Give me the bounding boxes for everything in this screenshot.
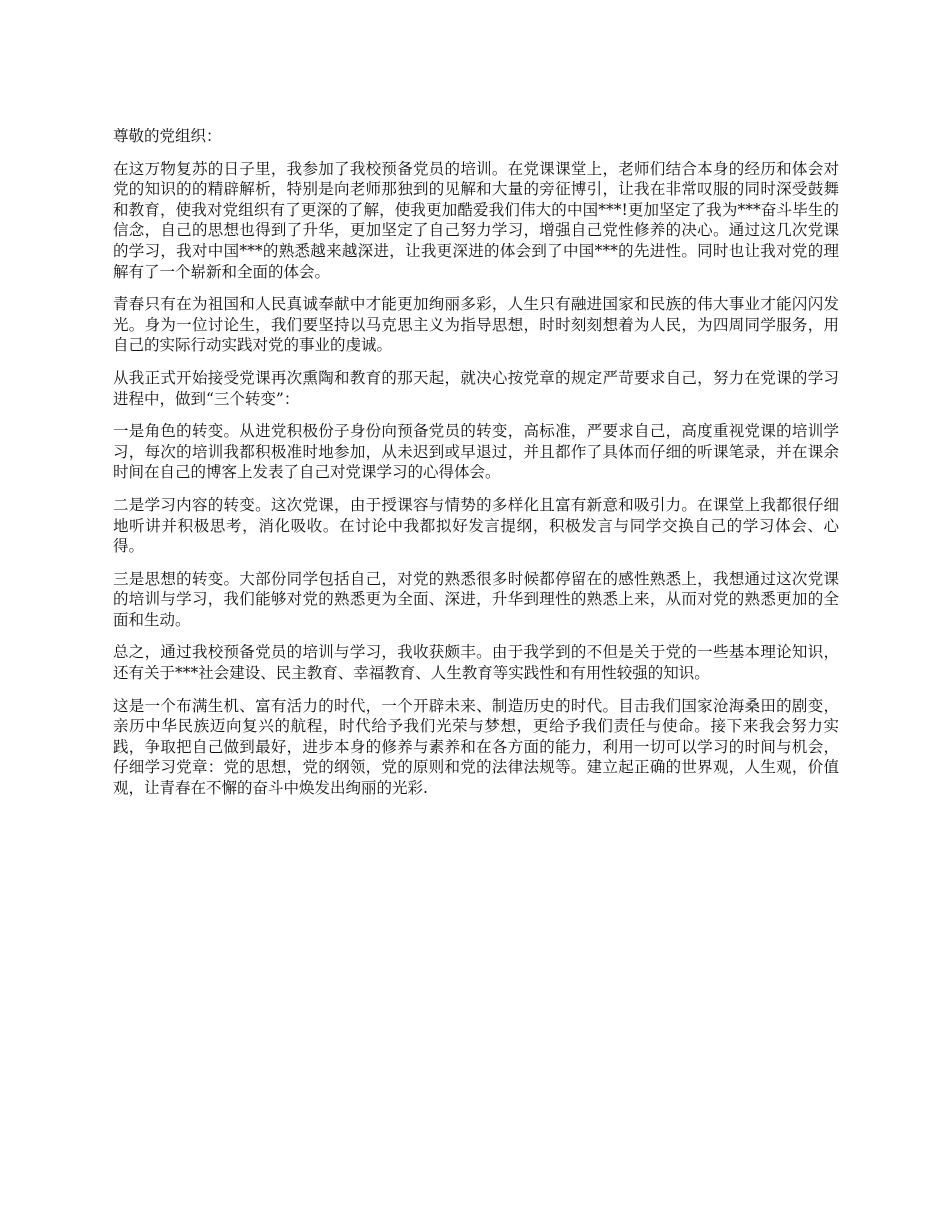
paragraph-8: 这是一个布满生机、富有活力的时代，一个开辟未来、制造历史的时代。目击我们国家沧海桑田的剧变，亲历中华民族迈向复兴的航程，时代给予我们光荣与梦想，更给予我们责任与使命。接下来我会努力实践，争取把自己做到最好，进步本身的修养与素养和在各方面的能力，利用一切可以学习的时间与机会，仔细学习党章：党的思想，党的纲领，党的原则和党的法律法规等。建立起正确的世界观，人生观，价值观，让青春在不懈的奋斗中焕发出绚丽的光彩. [113, 696, 839, 798]
paragraph-3: 从我正式开始接受党课再次熏陶和教育的那天起，就决心按党章的规定严苛要求自己，努力在党课的学习进程中，做到“三个转变”： [113, 368, 839, 408]
paragraph-2: 青春只有在为祖国和人民真诚奉献中才能更加绚丽多彩，人生只有融进国家和民族的伟大事业才能闪闪发光。身为一位讨论生，我们要坚持以马克思主义为指导思想，时时刻刻想着为人民，为四周同学服务，用自己的实际行动实践对党的事业的虔诚。 [113, 295, 839, 355]
paragraph-5: 二是学习内容的转变。这次党课，由于授课容与情势的多样化且富有新意和吸引力。在课堂上我都很仔细地听讲并积极思考，消化吸收。在讨论中我都拟好发言提纲，积极发言与同学交换自己的学习体会、心得。 [113, 495, 839, 556]
paragraph-1: 在这万物复苏的日子里，我参加了我校预备党员的培训。在党课课堂上，老师们结合本身的经历和体会对党的知识的的精辟解析，特别是向老师那独到的见解和大量的旁征博引，让我在非常叹服的同时深受鼓舞和教育，使我对党组织有了更深的了解，使我更加酷爱我们伟大的中国***!更加坚定了我为***奋斗毕生的信念，自己的思想也得到了升华，更加坚定了自己努力学习，增强自己党性修养的决心。通过这几次党课的学习，我对中国***的熟悉越来越深进，让我更深进的体会到了中国***的先进性。同时也让我对党的理解有了一个崭新和全面的体会。 [113, 159, 839, 281]
paragraph-4: 一是角色的转变。从进党积极份子身份向预备党员的转变，高标准，严要求自己，高度重视党课的培训学习，每次的培训我都积极准时地参加，从未迟到或早退过，并且都作了具体而仔细的听课笔录，并在课余时间在自己的博客上发表了自己对党课学习的心得体会。 [113, 422, 839, 482]
paragraph-6: 三是思想的转变。大部份同学包括自己，对党的熟悉很多时候都停留在的感性熟悉上，我想通过这次党课的培训与学习，我们能够对党的熟悉更为全面、深进，升华到理性的熟悉上来，从而对党的熟悉更加的全面和生动。 [113, 569, 839, 629]
paragraph-7: 总之，通过我校预备党员的培训与学习，我收获颇丰。由于我学到的不但是关于党的一些基本理论知识，还有关于***社会建设、民主教育、幸福教育、人生教育等实践性和有用性较强的知识。 [113, 643, 839, 683]
salutation: 尊敬的党组织： [113, 127, 222, 145]
letter-body [113, 126, 839, 811]
